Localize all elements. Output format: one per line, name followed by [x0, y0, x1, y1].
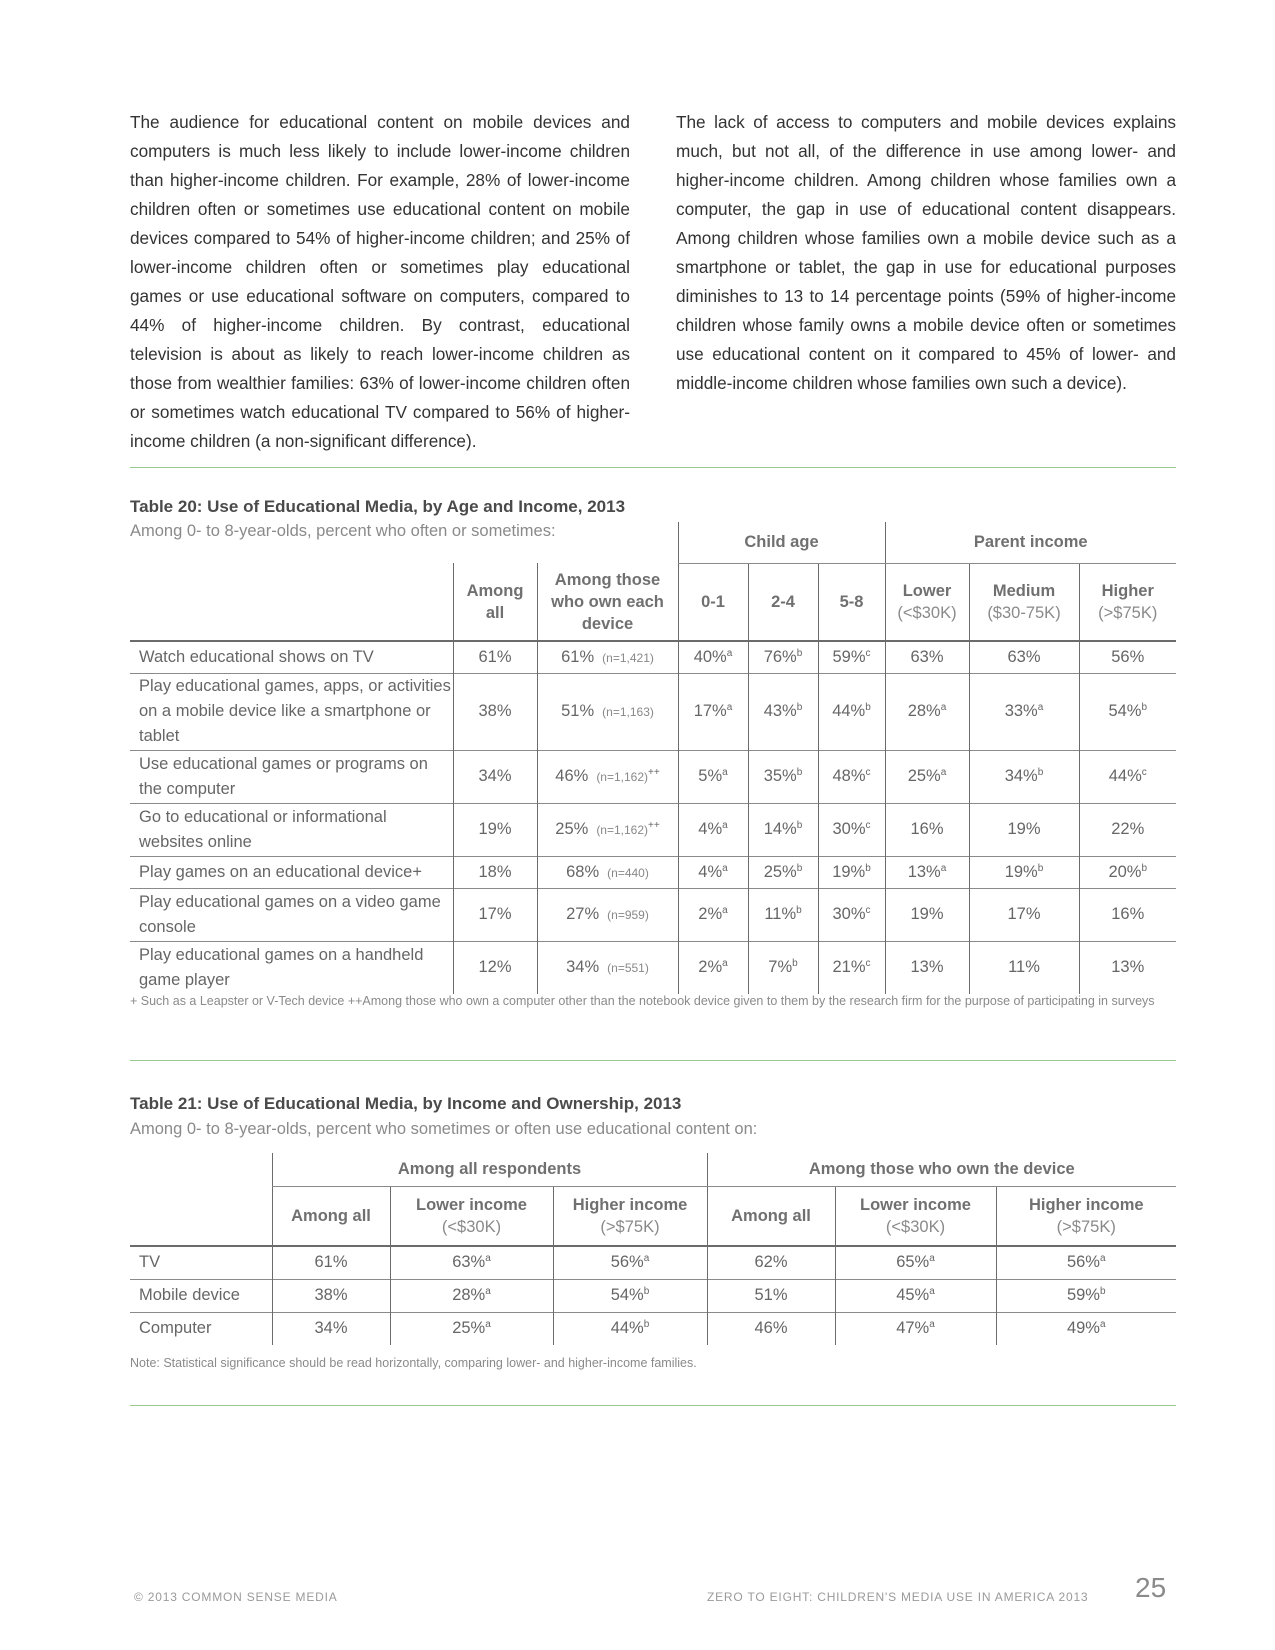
cell-among-owners: 68% (n=440) [537, 856, 678, 888]
table21-note: Note: Statistical significance should be read horizontally, comparing lower- and higher-income families. [130, 1356, 697, 1370]
cell-all-among-all: 61% [272, 1246, 390, 1279]
cell-among-all: 18% [453, 856, 537, 888]
cell-age-0-1: 40%$^a$ [678, 641, 748, 673]
cell-age-0-1: 2%$^a$ [678, 941, 748, 994]
body-paragraph-right: The lack of access to computers and mobile devices explains much, but not all, of the difference in use among lower- and higher-income children. Among children whose families own a computer, the gap in use of educational content disappears. Among children whose families own a mobile device such as a smartphone or tablet, the gap in use for educational purposes diminishes to 13 to 14 percentage points (59% of higher-income children whose family owns a mobile device often or sometimes use educational content on it compared to 45% of lower- and middle-income children whose families own such a device). [676, 112, 1176, 393]
cell-owner-among-all: 46% [707, 1312, 835, 1345]
cell-among-all: 19% [453, 803, 537, 856]
cell-income-lower: 16% [885, 803, 969, 856]
table-row [130, 941, 1176, 994]
table20 [130, 522, 1176, 994]
cell-age-0-1: 2%$^a$ [678, 888, 748, 941]
table21-subtitle: Among 0- to 8-year-olds, percent who sometimes or often use educational content on: [130, 1120, 758, 1138]
cell-income-higher: 22% [1079, 803, 1176, 856]
section-divider [130, 467, 1176, 468]
row-label: Play educational games on a handheld game player [139, 945, 424, 989]
cell-all-lower-income: 28%$^a$ [390, 1279, 553, 1312]
cell-income-medium: 19%$^b$ [969, 856, 1079, 888]
cell-age-0-1: 5%$^a$ [678, 750, 748, 803]
cell-age-5-8: 21%$^c$ [818, 941, 885, 994]
cell-age-5-8: 30%$^c$ [818, 888, 885, 941]
cell-age-0-1: 17%$^a$ [678, 673, 748, 750]
cell-age-2-4: 35%$^b$ [748, 750, 818, 803]
cell-owner-lower-income: 47%$^a$ [835, 1312, 996, 1345]
cell-age-5-8: 19%$^b$ [818, 856, 885, 888]
cell-among-all: 34% [453, 750, 537, 803]
cell-all-lower-income: 63%$^a$ [390, 1246, 553, 1279]
table20-footnote: + Such as a Leapster or V-Tech device ++Among those who own a computer other than the notebook device given to them by the research firm for the purpose of participating in surveys [130, 994, 1155, 1008]
cell-owner-among-all: 51% [707, 1279, 835, 1312]
cell-age-5-8: 30%$^c$ [818, 803, 885, 856]
cell-income-lower: 19% [885, 888, 969, 941]
header-owner-higher-income: Higher income (>$75K) [996, 1186, 1176, 1246]
cell-income-medium: 17% [969, 888, 1079, 941]
table20-subtitle: Among 0- to 8-year-olds, percent who often or sometimes: [130, 522, 556, 540]
cell-age-2-4: 14%$^b$ [748, 803, 818, 856]
header-income-lower: Lower (<$30K) [885, 563, 969, 641]
header-among-owners: Among those who own each device [537, 563, 678, 641]
row-label: TV [139, 1253, 161, 1272]
cell-income-higher: 44%$^c$ [1079, 750, 1176, 803]
table-row [130, 1279, 1176, 1312]
cell-all-among-all: 34% [272, 1312, 390, 1345]
footer-copyright: © 2013 COMMON SENSE MEDIA [134, 1590, 338, 1604]
cell-among-all: 61% [453, 641, 537, 673]
header-owner-lower-income: Lower income (<$30K) [835, 1186, 996, 1246]
cell-all-lower-income: 25%$^a$ [390, 1312, 553, 1345]
cell-income-medium: 34%$^b$ [969, 750, 1079, 803]
cell-income-medium: 19% [969, 803, 1079, 856]
header-owner-among-all: Among all [707, 1186, 835, 1246]
cell-income-medium: 11% [969, 941, 1079, 994]
header-among-all: Among all [272, 1186, 390, 1246]
cell-among-owners: 51% (n=1,163) [537, 673, 678, 750]
table-row [130, 1246, 1176, 1279]
table-row [130, 1312, 1176, 1345]
header-among-all: Among all [453, 563, 537, 641]
cell-age-2-4: 11%$^b$ [748, 888, 818, 941]
table-row [130, 641, 1176, 673]
cell-among-all: 38% [453, 673, 537, 750]
cell-among-owners: 46% (n=1,162)++ [537, 750, 678, 803]
cell-among-all: 17% [453, 888, 537, 941]
cell-income-higher: 16% [1079, 888, 1176, 941]
cell-age-2-4: 43%$^b$ [748, 673, 818, 750]
table-row [130, 856, 1176, 888]
cell-among-owners: 61% (n=1,421) [537, 641, 678, 673]
cell-income-higher: 54%$^b$ [1079, 673, 1176, 750]
cell-age-5-8: 44%$^b$ [818, 673, 885, 750]
cell-age-2-4: 7%$^b$ [748, 941, 818, 994]
section-divider [130, 1405, 1176, 1406]
page-number: 25 [1135, 1572, 1167, 1603]
table20-title: Table 20: Use of Educational Media, by Age and Income, 2013 [130, 497, 626, 516]
cell-among-owners: 25% (n=1,162)++ [537, 803, 678, 856]
row-label: Use educational games or programs on the computer [139, 754, 428, 798]
cell-age-5-8: 59%$^c$ [818, 641, 885, 673]
row-label: Play educational games, apps, or activities on a mobile device like a smartphone or tablet [139, 677, 451, 745]
cell-owner-lower-income: 65%$^a$ [835, 1246, 996, 1279]
cell-income-lower: 25%$^a$ [885, 750, 969, 803]
section-divider [130, 1060, 1176, 1061]
cell-all-among-all: 38% [272, 1279, 390, 1312]
cell-age-2-4: 76%$^b$ [748, 641, 818, 673]
cell-owner-higher-income: 56%$^a$ [996, 1246, 1176, 1279]
row-label: Watch educational shows on TV [139, 647, 374, 666]
cell-owner-higher-income: 49%$^a$ [996, 1312, 1176, 1345]
row-label: Play games on an educational device+ [139, 862, 422, 881]
cell-among-owners: 34% (n=551) [537, 941, 678, 994]
row-label: Go to educational or informational websites online [139, 807, 387, 851]
cell-age-0-1: 4%$^a$ [678, 803, 748, 856]
header-lower-income: Lower income (<$30K) [390, 1186, 553, 1246]
cell-age-5-8: 48%$^c$ [818, 750, 885, 803]
table-row [130, 750, 1176, 803]
table-row [130, 888, 1176, 941]
cell-age-2-4: 25%$^b$ [748, 856, 818, 888]
header-among-all-respondents: Among all respondents [272, 1153, 707, 1186]
cell-income-lower: 13% [885, 941, 969, 994]
cell-age-0-1: 4%$^a$ [678, 856, 748, 888]
table-row [130, 803, 1176, 856]
header-higher-income: Higher income (>$75K) [553, 1186, 707, 1246]
header-income-medium: Medium ($30-75K) [969, 563, 1079, 641]
row-label: Mobile device [139, 1286, 240, 1304]
table21-title: Table 21: Use of Educational Media, by Income and Ownership, 2013 [130, 1094, 682, 1113]
header-age-0-1: 0-1 [678, 563, 748, 641]
cell-among-all: 12% [453, 941, 537, 994]
cell-income-higher: 20%$^b$ [1079, 856, 1176, 888]
row-label: Computer [139, 1319, 212, 1338]
header-age-2-4: 2-4 [748, 563, 818, 641]
header-child-age: Child age [678, 522, 885, 563]
cell-income-lower: 63% [885, 641, 969, 673]
cell-all-higher-income: 54%$^b$ [553, 1279, 707, 1312]
cell-all-higher-income: 56%$^a$ [553, 1246, 707, 1279]
cell-income-lower: 13%$^a$ [885, 856, 969, 888]
cell-among-owners: 27% (n=959) [537, 888, 678, 941]
cell-income-lower: 28%$^a$ [885, 673, 969, 750]
cell-owner-lower-income: 45%$^a$ [835, 1279, 996, 1312]
cell-income-medium: 63% [969, 641, 1079, 673]
cell-owner-higher-income: 59%$^b$ [996, 1279, 1176, 1312]
table21 [130, 1153, 1176, 1345]
header-parent-income: Parent income [885, 522, 1176, 563]
header-among-owners: Among those who own the device [707, 1153, 1176, 1186]
row-label: Play educational games on a video game console [139, 892, 441, 936]
body-paragraph-left: The audience for educational content on mobile devices and computers is much less likely to include lower-income children than higher-income children. For example, 28% of lower-income children often or sometimes use educational content on mobile devices compared to 54% of higher-income children; and 25% of lower-income children often or sometimes play educational games or use educational software on computers, compared to 44% of higher-income children. By contrast, educational television is about as likely to reach lower-income children as those from wealthier families: 63% of lower-income children often or sometimes watch educational TV compared to 56% of higher-income children (a non-significant difference). [130, 112, 630, 451]
footer-report-title: ZERO TO EIGHT: CHILDREN'S MEDIA USE IN AMERICA 2013 [707, 1590, 1089, 1604]
table-row [130, 673, 1176, 750]
cell-income-medium: 33%$^a$ [969, 673, 1079, 750]
cell-all-higher-income: 44%$^b$ [553, 1312, 707, 1345]
cell-income-higher: 13% [1079, 941, 1176, 994]
cell-income-higher: 56% [1079, 641, 1176, 673]
header-age-5-8: 5-8 [818, 563, 885, 641]
cell-owner-among-all: 62% [707, 1246, 835, 1279]
header-income-higher: Higher (>$75K) [1079, 563, 1176, 641]
